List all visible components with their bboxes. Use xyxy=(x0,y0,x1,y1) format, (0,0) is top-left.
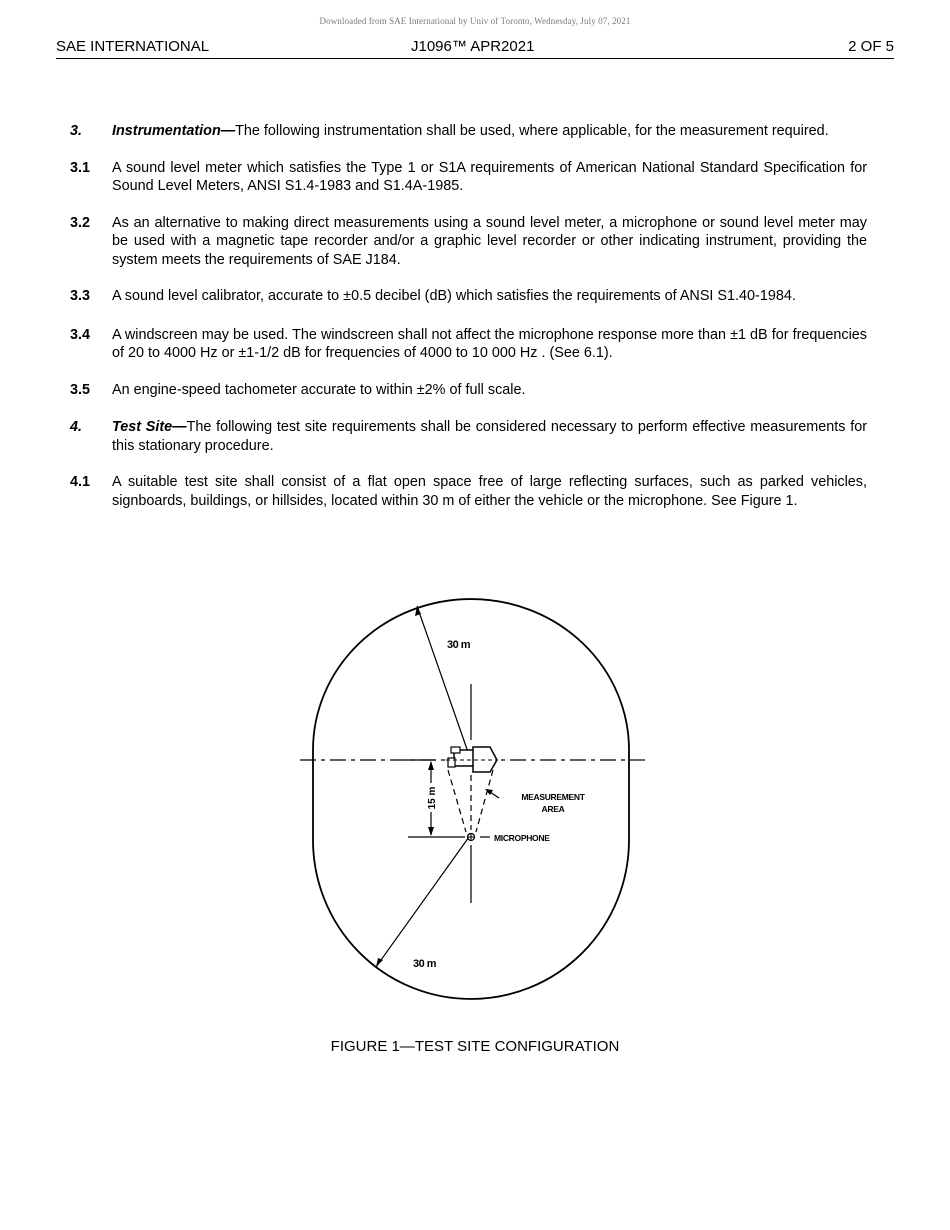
radius-label-bottom: 30 m xyxy=(413,958,437,970)
section-text: A sound level meter which satisfies the Type 1 or S1A requirements of American National Standard Specification for Sound Level Meters, ANSI S1.4-1983 and S1.4A-1985. xyxy=(112,159,867,194)
section-text: The following test site requirements shall be considered necessary to perform effective measurements for this stationary procedure. xyxy=(112,419,867,454)
microphone-label: MICROPHONE xyxy=(494,833,550,843)
section-body xyxy=(112,381,867,400)
section-body xyxy=(112,326,867,363)
section-text: A windscreen may be used. The windscreen shall not affect the microphone response more than ±1 dB for frequencies of 20 to 4000 Hz or ±1-1/2 dB for frequencies of 4000 to 10 000 Hz . (See 6.1). xyxy=(112,326,867,361)
dimension-label-15m: 15 m xyxy=(427,786,438,810)
radius-label-top: 30 m xyxy=(447,639,471,651)
measurement-area-right xyxy=(476,770,493,832)
section-3-2 xyxy=(70,214,867,270)
section-number: 4.1 xyxy=(70,474,91,490)
section-number: 4. xyxy=(70,419,83,435)
section-3-3 xyxy=(70,287,867,306)
radius-line-top xyxy=(417,606,468,752)
section-text: A suitable test site shall consist of a flat open space free of large reflecting surfaces, such as parked vehicles, signboards, buildings, or hillsides, located within 30 m of either the vehicle or the microphone. See Figure 1. xyxy=(112,474,867,509)
section-3-5 xyxy=(70,381,867,400)
measurement-area-label-line2: AREA xyxy=(541,804,565,814)
section-body xyxy=(112,122,867,141)
section-number: 3. xyxy=(70,123,83,139)
section-number: 3.1 xyxy=(70,159,91,176)
header-page-number: 2 OF 5 xyxy=(848,38,894,55)
header-document-id: J1096™ APR2021 xyxy=(411,38,535,55)
vehicle-icon xyxy=(446,747,497,772)
section-body xyxy=(112,473,867,510)
microphone-icon xyxy=(467,833,475,841)
measurement-area-left xyxy=(448,770,466,832)
download-note: Downloaded from SAE International by Univ of Toronto, Wednesday, July 07, 2021 xyxy=(319,16,631,26)
section-body xyxy=(112,214,867,270)
section-body xyxy=(112,159,867,196)
test-site-figure xyxy=(290,590,660,1010)
section-number: 3.5 xyxy=(70,381,91,398)
section-4 xyxy=(70,418,867,455)
dimension-arrow-down xyxy=(428,827,434,836)
section-text: An engine-speed tachometer accurate to within ±2% of full scale. xyxy=(112,381,526,398)
figure-caption: FIGURE 1—TEST SITE CONFIGURATION xyxy=(330,1038,620,1055)
measurement-area-label-line1: MEASUREMENT xyxy=(521,792,585,802)
section-list xyxy=(70,122,867,510)
header-organization: SAE INTERNATIONAL xyxy=(56,38,210,55)
section-4-1 xyxy=(70,473,867,510)
section-3-4 xyxy=(70,326,867,363)
section-text: The following instrumentation shall be used, where applicable, for the measurement required. xyxy=(235,123,829,139)
section-number: 3.2 xyxy=(70,214,91,231)
section-title: Instrumentation— xyxy=(112,123,236,139)
section-body xyxy=(112,418,867,455)
section-body xyxy=(112,287,867,306)
section-3 xyxy=(70,122,867,141)
section-text: As an alternative to making direct measurements using a sound level meter, a microphone or sound level meter may be used with a magnetic tape recorder and/or a graphic level recorder or other indicating instrument, providing the system meets the requirements of SAE J184. xyxy=(112,214,867,268)
page-header xyxy=(56,38,894,59)
dimension-arrow-up xyxy=(428,761,434,770)
section-number: 3.4 xyxy=(70,326,91,343)
section-text: A sound level calibrator, accurate to ±0.5 decibel (dB) which satisfies the requirements of ANSI S1.40-1984. xyxy=(112,288,796,304)
section-number: 3.3 xyxy=(70,288,91,304)
test-site-diagram xyxy=(290,590,660,1010)
section-3-1 xyxy=(70,159,867,196)
radius-line-bottom xyxy=(376,837,469,967)
section-title: Test Site— xyxy=(112,419,187,435)
